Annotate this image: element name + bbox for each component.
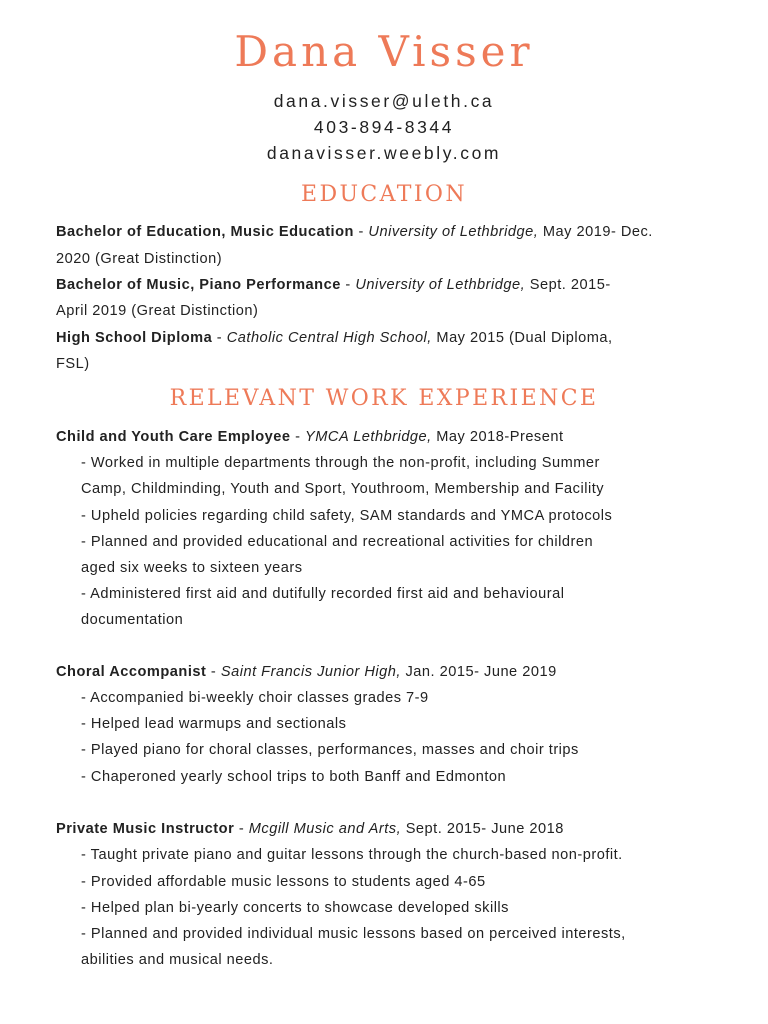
job-duty-line: - Administered first aid and dutifully recorded first aid and behavioural [81, 586, 565, 602]
degree-title: High School Diploma [56, 330, 213, 346]
degree-dates: May 2019- Dec. [538, 224, 653, 240]
education-heading: EDUCATION [300, 182, 467, 207]
job-duty-line: - Helped lead warmups and sectionals [81, 716, 347, 732]
separator: - [353, 224, 369, 240]
phone-text: 403-894-8344 [313, 117, 455, 137]
job-duty-line: - Upheld policies regarding child safety, SAM standards and YMCA protocols [81, 508, 613, 524]
job-dates: Sept. 2015- June 2018 [401, 821, 564, 837]
job-duty-line: - Worked in multiple departments through the non-profit, including Summer [81, 455, 600, 471]
degree-title: Bachelor of Music, Piano Performance [56, 277, 341, 293]
job-duty-line: - Played piano for choral classes, performances, masses and choir trips [81, 742, 579, 758]
education-entry-line [56, 219, 736, 245]
website-text: danavisser.weebly.com [266, 143, 502, 163]
job-organization: YMCA Lethbridge, [305, 429, 432, 445]
education-entry-line: April 2019 (Great Distinction) [56, 303, 259, 319]
job-dates: May 2018-Present [431, 429, 564, 445]
job-header [56, 816, 736, 842]
separator: - [206, 664, 221, 680]
job-role: Child and Youth Care Employee [56, 429, 291, 445]
separator: - [234, 821, 249, 837]
job-duty-line: - Provided affordable music lessons to students aged 4-65 [81, 874, 486, 890]
job-duty-line: - Planned and provided individual music lessons based on perceived interests, [81, 926, 626, 942]
separator: - [340, 277, 356, 293]
job-duty-line: - Helped plan bi-yearly concerts to showcase developed skills [81, 900, 509, 916]
job-header [56, 659, 736, 685]
degree-dates: May 2015 (Dual Diploma, [431, 330, 613, 346]
job-duty-line: - Taught private piano and guitar lessons through the church-based non-profit. [81, 847, 623, 863]
job-organization: Mcgill Music and Arts, [248, 821, 402, 837]
education-entry-line: 2020 (Great Distinction) [56, 251, 223, 267]
separator: - [212, 330, 227, 346]
work-experience-heading: RELEVANT WORK EXPERIENCE [169, 386, 599, 411]
separator: - [290, 429, 306, 445]
degree-dates: Sept. 2015- [525, 277, 611, 293]
job-duty-line: - Chaperoned yearly school trips to both Banff and Edmonton [81, 769, 507, 785]
email-text: dana.visser@uleth.ca [273, 91, 495, 111]
job-organization: Saint Francis Junior High, [220, 664, 401, 680]
job-duty-line: Camp, Childminding, Youth and Sport, Youthroom, Membership and Facility [81, 481, 605, 497]
job-duty-line: - Planned and provided educational and recreational activities for children [81, 534, 594, 550]
education-entry-line [56, 325, 736, 351]
education-entry-line [56, 272, 736, 298]
degree-title: Bachelor of Education, Music Education [56, 224, 354, 240]
job-duty-line: - Accompanied bi-weekly choir classes grades 7-9 [81, 690, 429, 706]
school-name: University of Lethbridge, [368, 224, 539, 240]
school-name: Catholic Central High School, [226, 330, 432, 346]
job-role: Choral Accompanist [56, 664, 207, 680]
job-duty-line: abilities and musical needs. [81, 952, 274, 968]
job-dates: Jan. 2015- June 2019 [400, 664, 557, 680]
job-role: Private Music Instructor [56, 821, 235, 837]
job-header [56, 424, 736, 450]
job-duty-line: aged six weeks to sixteen years [81, 560, 303, 576]
school-name: University of Lethbridge, [355, 277, 526, 293]
job-duty-line: documentation [81, 612, 184, 628]
education-entry-line: FSL) [56, 356, 90, 372]
resume-name: Dana Visser [234, 27, 534, 76]
